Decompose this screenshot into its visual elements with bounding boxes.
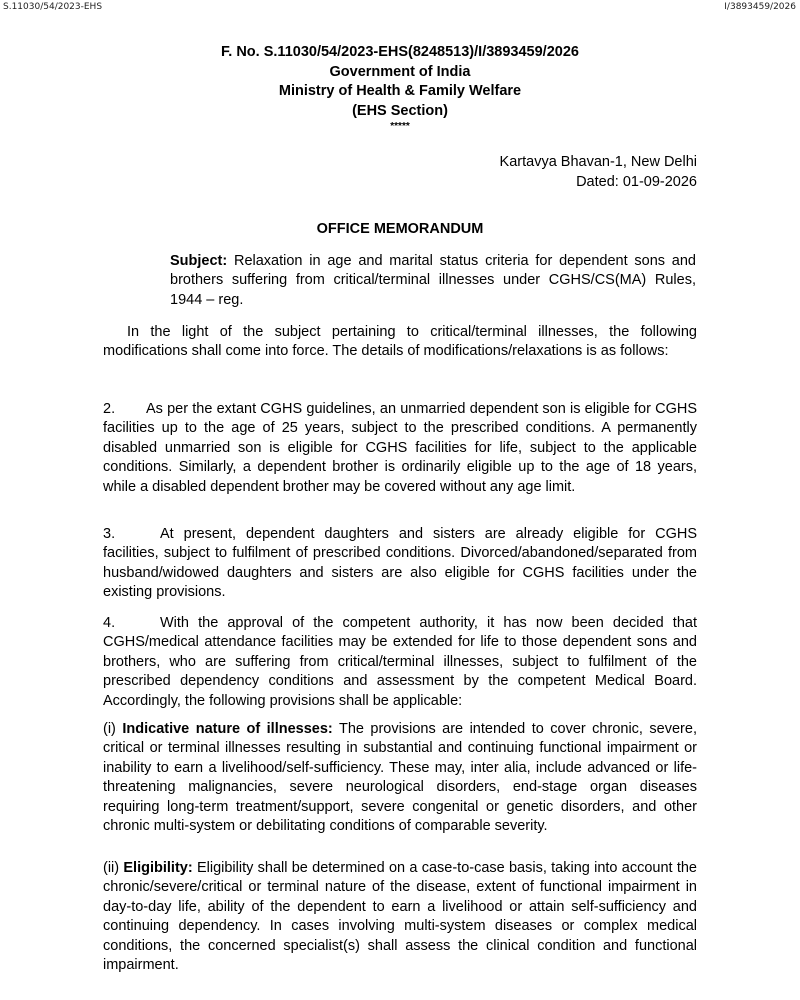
provision-prefix: (ii) [103,860,124,876]
provision-label: Indicative nature of illnesses: [122,721,333,737]
file-stamp-left: S.11030/54/2023-EHS [3,2,103,12]
government-line: Government of India [329,63,471,80]
paragraph-1: In the light of the subject pertaining to critical/terminal illnesses, the following modifications shall come into force. The details of modifications/relaxations is as follows: [103,324,697,360]
paragraph-3 [103,525,697,603]
file-number: F. No. S.11030/54/2023-EHS(8248513)/I/3893459/2026 [221,44,579,60]
document-header [0,43,800,133]
subject-text: Relaxation in age and marital status criteria for dependent sons and brothers suffering from critical/terminal illnesses under CGHS/CS(MA) Rules, 1944 – reg. [170,253,696,308]
provision-i [103,720,697,836]
paragraph-number: 4. [103,615,116,631]
paragraph-2 [103,400,697,497]
provision-ii [103,859,697,975]
provision-label: Eligibility: [123,860,193,876]
subject-label: Subject: [170,253,228,269]
ministry-line: Ministry of Health & Family Welfare [278,83,522,99]
subject-paragraph [170,252,696,310]
paragraph-text: As per the extant CGHS guidelines, an unmarried dependent son is eligible for CGHS facilities up to the age of 25 years, subject to the prescribed conditions. A permanently disabled unmarried son is eligible for CGHS facilities for life, subject to the applicable conditions. Similarly, a dependent brother is ordinarily eligible up to the age of 18 years, while a disabled dependent brother may be covered without any age limit. [103,401,697,495]
stars-separator: ***** [390,121,410,132]
provision-text: Eligibility shall be determined on a case-to-case basis, taking into account the chronic/severe/critical or terminal nature of the disease, extent of functional impairment in day-to-day life, ability of the dependent to earn a livelihood or attain self-sufficiency and continuing dependency. In cases involving multi-system diseases or complex medical conditions, the concerned specialist(s) shall assess the clinical condition and functional impairment. [103,860,697,974]
paragraph-number: 2. [103,401,116,417]
paragraph-text: At present, dependent daughters and sisters are already eligible for CGHS facilities, subject to fulfilment of prescribed conditions. Divorced/abandoned/separated from husband/widowed daughters and sisters are also eligible for CGHS facilities under the existing provisions. [103,526,697,601]
paragraph-4 [103,614,697,711]
provision-prefix: (i) [103,721,123,737]
memo-title: OFFICE MEMORANDUM [316,221,484,237]
date-line: Dated: 01-09-2026 [576,174,697,190]
address: Kartavya Bhavan-1, New Delhi [499,154,697,170]
file-stamp-right: I/3893459/2026 [724,2,796,12]
section-line: (EHS Section) [352,102,448,119]
provision-text: The provisions are intended to cover chronic, severe, critical or terminal illnesses resulting in substantial and continuing functional impairment or inability to earn a livelihood/self-sufficiency. These may, inter alia, include advanced or life-threatening malignancies, severe neurological disorders, end-stage organ diseases requiring long-term treatment/support, severe congenital or genetic disorders, and other chronic multi-system or debilitating conditions of comparable severity. [103,721,697,835]
paragraph-number: 3. [103,526,116,542]
place-and-date [500,152,697,192]
paragraph-text: With the approval of the competent authority, it has now been decided that CGHS/medical attendance facilities may be extended for life to those dependent sons and brothers, who are suffering from critical/terminal illnesses, subject to fulfilment of the prescribed dependency conditions and assessment by the competent Medical Board. Accordingly, the following provisions shall be applicable: [103,615,697,709]
